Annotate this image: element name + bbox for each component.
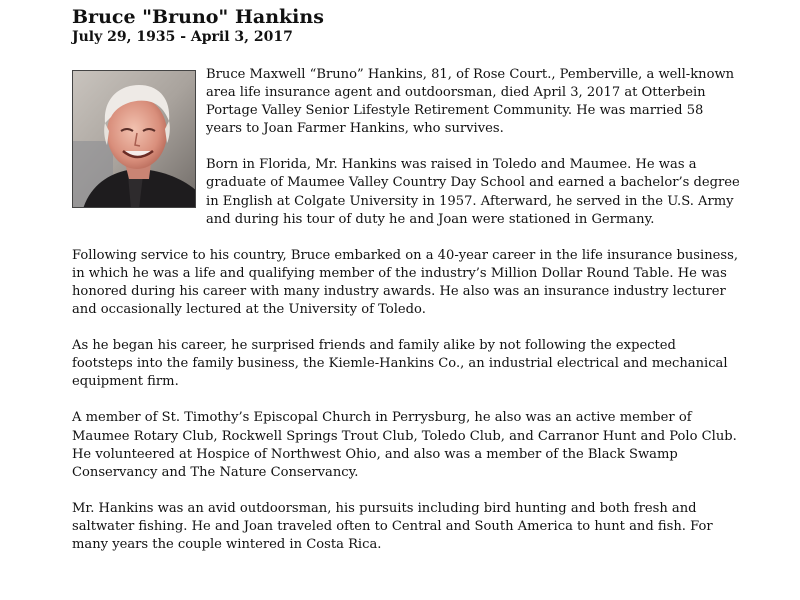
paragraph-memberships: A member of St. Timothy’s Episcopal Church in Perrysburg, he also was an active member of Maumee Rotary Club, Rockwell Springs Trout Club, Toledo Club, and Carranor Hunt and Polo Club. He volunteered at Hospice of Northwest Ohio, and also was a member of the Black Swamp Conservancy and The Nature Conservancy. — [72, 410, 737, 480]
life-dates: July 29, 1935 - April 3, 2017 — [72, 29, 293, 45]
paragraph-early-life: Born in Florida, Mr. Hankins was raised in Toledo and Maumee. He was a graduate of Maumee Valley Country Day School and earned a bachelor’s degree in English at Colgate University in 1957. Afterward, he served in the U.S. Army and during his tour of duty he and Joan were stationed in Germany. — [206, 157, 740, 227]
deceased-name: Bruce "Bruno" Hankins — [72, 6, 324, 28]
obituary-header — [72, 6, 772, 46]
paragraph-death-notice: Bruce Maxwell “Bruno” Hankins, 81, of Rose Court., Pemberville, a well-known area life insurance agent and outdoorsman, died April 3, 2017 at Otterbein Portage Valley Senior Lifestyle Retirement Community. He was married 58 years to Joan Farmer Hankins, who survives. — [206, 67, 735, 137]
paragraph-career-start: As he began his career, he surprised friends and family alike by not following the expected footsteps into the family business, the Kiemle-Hankins Co., an industrial electrical and mechanical equipment firm. — [72, 338, 728, 390]
paragraph-career: Following service to his country, Bruce embarked on a 40-year career in the life insurance business, in which he was a life and qualifying member of the industry’s Million Dollar Round Table. He was honored during his career with many industry awards. He also was an insurance industry lecturer and occasionally lectured at the University of Toledo. — [72, 247, 738, 318]
obituary-body — [72, 66, 740, 572]
photo-spacer — [72, 66, 206, 216]
paragraph-outdoors: Mr. Hankins was an avid outdoorsman, his pursuits including bird hunting and both fresh and saltwater fishing. He and Joan traveled often to Central and South America to hunt and fish. For many years the couple wintered in Costa Rica. — [72, 500, 713, 552]
